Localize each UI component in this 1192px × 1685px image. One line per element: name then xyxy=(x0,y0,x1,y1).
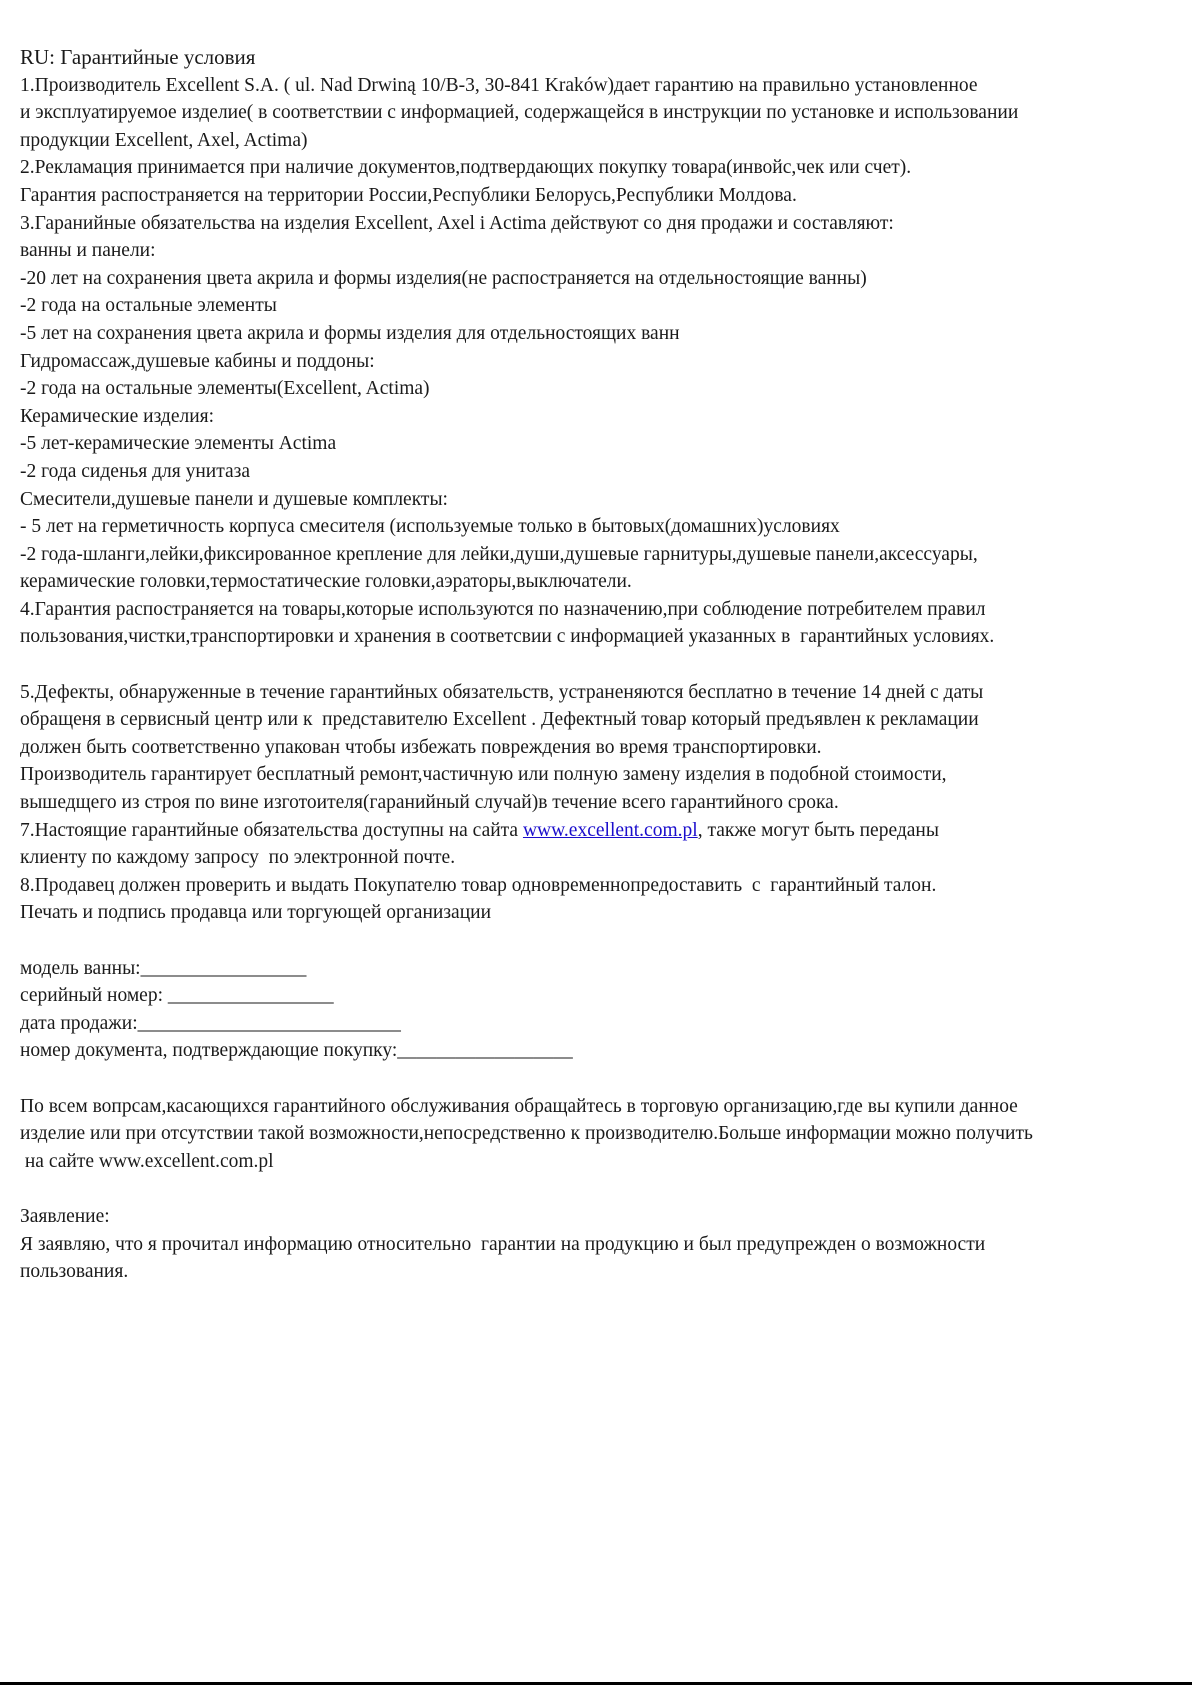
serial-number-field: серийный номер: _________________ xyxy=(20,985,334,1007)
text-line: ванны и панели: xyxy=(20,240,156,262)
text-line: керамические головки,термостатические головки,аэраторы,выключатели. xyxy=(20,571,632,593)
contact-text-line: на сайте www.excellent.com.pl xyxy=(20,1150,274,1172)
text-line: -2 года сиденья для унитаза xyxy=(20,460,251,482)
blank-line xyxy=(20,1065,1180,1093)
text-line: пользования,чистки,транспортировки и хранения в соответсвии с информацией указанных в гарантийных условиях. xyxy=(20,626,995,648)
contact-text-line: По всем вопрсам,касающихся гарантийного обслуживания обращайтесь в торговую организацию,где вы купили данное xyxy=(20,1095,1018,1117)
text-line: обращеня в сервисный центр или к представителю Excellent . Дефектный товар который предъявлен к рекламации xyxy=(20,709,979,731)
text-line: 4.Гарантия распостраняется на товары,которые используются по назначению,при соблюдение потребителем правил xyxy=(20,598,986,620)
text-line: -2 года на остальные элементы(Excellent, Actima) xyxy=(20,378,430,400)
text-line: -2 года-шланги,лейки,фиксированное крепление для лейки,души,душевые гарнитуры,душевые панели,аксессуары, xyxy=(20,543,978,565)
purchase-document-field: номер документа, подтверждающие покупку:__________________ xyxy=(20,1040,573,1062)
text-line: вышедщего из строя по вине изготоителя(гаранийный случай)в течение всего гарантийного срока. xyxy=(20,792,839,814)
text-line: -5 лет-керамические элементы Actima xyxy=(20,433,337,455)
text-line: Гидромассаж,душевые кабины и поддоны: xyxy=(20,350,375,372)
website-link[interactable]: www.excellent.com.pl xyxy=(522,819,698,841)
text-line: -2 года на остальные элементы xyxy=(20,295,277,317)
website-line-suffix: , также могут быть переданы xyxy=(697,819,939,841)
statement-line: Я заявляю, что я прочитал информацию относительно гарантии на продукцию и был предупрежден о возможности xyxy=(20,1233,986,1255)
website-line xyxy=(20,817,1180,845)
text-line: Керамические изделия: xyxy=(20,405,215,427)
blank-line xyxy=(20,927,1180,955)
contact-text-line: изделие или при отсутствии такой возможности,непосредственно к производителю.Больше информации можно получить xyxy=(20,1123,1033,1145)
text-line: продукции Excellent, Axel, Actima) xyxy=(20,129,308,151)
statement-heading: Заявление: xyxy=(20,1205,110,1227)
text-line: 8.Продавец должен проверить и выдать Покупателю товар одновременнопредоставить с гарантийный талон. xyxy=(20,874,937,896)
seal-signature-note: Печать и подпись продавца или торгующей организации xyxy=(20,902,491,924)
bath-model-field: модель ванны:_________________ xyxy=(20,957,307,979)
blank-line xyxy=(20,1175,1180,1203)
text-line: 5.Дефекты, обнаруженные в течение гарантийных обязательств, устраненяются бесплатно в течение 14 дней с даты xyxy=(20,681,984,703)
document-title: RU: Гарантийные условия xyxy=(20,45,256,69)
text-line: -5 лет на сохранения цвета акрила и формы изделия для отдельностоящих ванн xyxy=(20,322,680,344)
text-line: -20 лет на сохранения цвета акрила и формы изделия(не распостраняется на отдельностоящие ванны) xyxy=(20,267,867,289)
text-line: и эксплуатируемое изделие( в соответствии с информацией, содержащейся в инструкции по установке и использовании xyxy=(20,102,1019,124)
text-line: 1.Производитель Excellent S.A. ( ul. Nad Drwiną 10/B-3, 30-841 Kraków)дает гарантию на правильно установленное xyxy=(20,74,978,96)
text-line: Смесители,душевые панели и душевые комплекты: xyxy=(20,488,448,510)
text-line: Производитель гарантирует бесплатный ремонт,частичную или полную замену изделия в подобной стоимости, xyxy=(20,764,947,786)
statement-line: пользования. xyxy=(20,1261,129,1283)
sale-date-field: дата продажи:___________________________ xyxy=(20,1012,401,1034)
text-line: Гарантия распостраняется на территории России,Республики Белорусь,Республики Молдова. xyxy=(20,184,797,206)
text-line: 2.Рекламация принимается при наличие документов,подтвердающих покупку товара(инвойс,чек или счет). xyxy=(20,157,912,179)
warranty-document xyxy=(20,44,1180,1286)
blank-line xyxy=(20,651,1180,679)
text-line: - 5 лет на герметичность корпуса смесителя (используемые только в бытовых(домашних)условиях xyxy=(20,516,840,538)
text-line: должен быть соответственно упакован чтобы избежать повреждения во время транспортировки. xyxy=(20,736,822,758)
text-line: клиенту по каждому запросу по электронной почте. xyxy=(20,847,456,869)
text-line: 3.Гаранийные обязательства на изделия Excellent, Axel i Actima действуют со дня продажи и составляют: xyxy=(20,212,894,234)
website-line-prefix: 7.Настоящие гарантийные обязательства доступны на сайта xyxy=(20,819,523,841)
